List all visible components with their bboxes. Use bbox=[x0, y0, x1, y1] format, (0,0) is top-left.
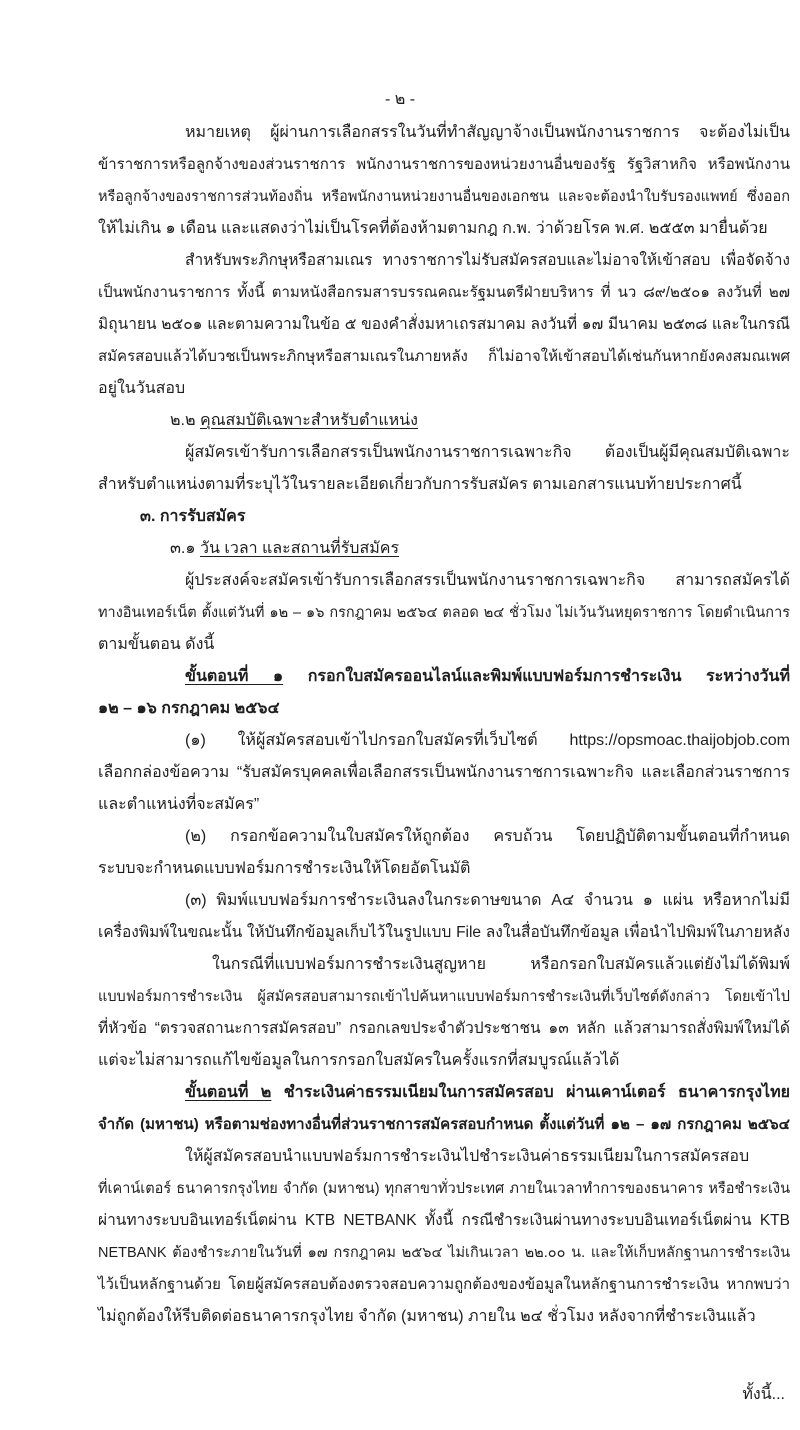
step-2-line-2: ที่เคาน์เตอร์ ธนาคารกรุงไทย จำกัด (มหาชน) ทุกสาขาทั่วประเทศ ภายในเวลาทำการของธนาคาร หรือชำระเงิน bbox=[98, 1181, 790, 1197]
continuation-marker: ทั้งนี้... bbox=[742, 1386, 785, 1403]
step-1-heading bbox=[0, 661, 800, 693]
section-3-1-title: วัน เวลา และสถานที่รับสมัคร bbox=[200, 540, 400, 557]
monks-line-2: เป็นพนักงานราชการ ทั้งนี้ ตามหนังสือกรมสารบรรณคณะรัฐมนตรีฝ่ายบริหาร ที่ นว ๘๙/๒๕๐๑ ลงวันที่ ๒๗ bbox=[98, 284, 790, 301]
step-1-item-1-line-2: เลือกกล่องข้อความ “รับสมัครบุคคลเพื่อเลือกสรรเป็นพนักงานราชการเฉพาะกิจ และเลือกส่วนราชการ bbox=[98, 764, 790, 781]
section-2-2-number: ๒.๒ bbox=[170, 412, 196, 429]
step-2-line-5: ไว้เป็นหลักฐานด้วย โดยผู้สมัครสอบต้องตรวจสอบความถูกต้องของข้อมูลในหลักฐานการชำระเงิน หากพบว่า bbox=[98, 1276, 790, 1293]
section-2-2-line-2: สำหรับตำแหน่งตามที่ระบุไว้ในรายละเอียดเกี่ยวกับการรับสมัคร ตามเอกสารแนบท้ายประกาศนี้ bbox=[98, 476, 742, 493]
section-3-1-line-1: ผู้ประสงค์จะสมัครเข้ารับการเลือกสรรเป็นพนักงานราชการเฉพาะกิจ สามารถสมัครได้ bbox=[185, 572, 790, 589]
step-2-heading bbox=[0, 1077, 800, 1109]
section-3-1-number: ๓.๑ bbox=[170, 540, 196, 557]
step-2-title: ชำระเงินค่าธรรมเนียมในการสมัครสอบ ผ่านเคาน์เตอร์ ธนาคารกรุงไทย bbox=[283, 1084, 790, 1101]
document-body bbox=[0, 117, 800, 1333]
monks-line-3: มิถุนายน ๒๕๐๑ และตามความในข้อ ๕ ของคำสั่งมหาเถรสมาคม ลงวันที่ ๑๗ มีนาคม ๒๕๓๘ และในกรณี bbox=[98, 316, 790, 333]
step-1-item-2-line-2: ระบบจะกำหนดแบบฟอร์มการชำระเงินให้โดยอัตโนมัติ bbox=[98, 860, 471, 877]
step-1-lost-form-line-2: แบบฟอร์มการชำระเงิน ผู้สมัครสอบสามารถเข้าไปค้นหาแบบฟอร์มการชำระเงินที่เว็บไซต์ดังกล่าว โดยเข้าไป bbox=[98, 989, 790, 1005]
step-2-line-1: ให้ผู้สมัครสอบนำแบบฟอร์มการชำระเงินไปชำระเงินค่าธรรมเนียมในการสมัครสอบ bbox=[185, 1148, 750, 1165]
step-1-item-1-line-3: และตำแหน่งที่จะสมัคร” bbox=[98, 796, 260, 813]
section-2-2-line-1: ผู้สมัครเข้ารับการเลือกสรรเป็นพนักงานราชการเฉพาะกิจ ต้องเป็นผู้มีคุณสมบัติเฉพาะ bbox=[185, 444, 790, 461]
note-line-2: ข้าราชการหรือลูกจ้างของส่วนราชการ พนักงานราชการของหน่วยงานอื่นของรัฐ รัฐวิสาหกิจ หรือพนักงาน bbox=[98, 156, 790, 173]
step-1-item-3-line-2: เครื่องพิมพ์ในขณะนั้น ให้บันทึกข้อมูลเก็บไว้ในรูปแบบ File ลงในสื่อบันทึกข้อมูล เพื่อนำไปพิมพ์ในภายหลัง bbox=[98, 924, 790, 941]
monks-line-4: สมัครสอบแล้วได้บวชเป็นพระภิกษุหรือสามเณรในภายหลัง ก็ไม่อาจให้เข้าสอบได้เช่นกันหากยังคงสมณเพศ bbox=[98, 348, 790, 365]
step-1-item-1-line-1: (๑) ให้ผู้สมัครสอบเข้าไปกรอกใบสมัครที่เว็บไซต์ https://opsmoac.thaijobjob.com bbox=[185, 732, 790, 749]
step-1-title: กรอกใบสมัครออนไลน์และพิมพ์แบบฟอร์มการชำระเงิน ระหว่างวันที่ bbox=[307, 668, 790, 685]
step-1-lost-form-line-4: แต่จะไม่สามารถแก้ไขข้อมูลในการกรอกใบสมัครในครั้งแรกที่สมบูรณ์แล้วได้ bbox=[98, 1052, 620, 1069]
note-line-3: หรือลูกจ้างของราชการส่วนท้องถิ่น หรือพนักงานหน่วยงานอื่นของเอกชน และจะต้องนำใบรับรองแพทย์ ซึ่งออก bbox=[98, 189, 790, 205]
section-3-1-line-2: ทางอินเทอร์เน็ต ตั้งแต่วันที่ ๑๒ – ๑๖ กรกฎาคม ๒๕๖๔ ตลอด ๒๔ ชั่วโมง ไม่เว้นวันหยุดราชการ โดยดำเนินการ bbox=[98, 605, 790, 621]
section-3-heading: ๓. การรับสมัคร bbox=[140, 508, 246, 525]
step-2-line-6: ไม่ถูกต้องให้รีบติดต่อธนาคารกรุงไทย จำกัด (มหาชน) ภายใน ๒๔ ชั่วโมง หลังจากที่ชำระเงินแล้ว bbox=[98, 1308, 756, 1325]
monks-line-5: อยู่ในวันสอบ bbox=[98, 380, 186, 397]
step-1-item-3-line-1: (๓) พิมพ์แบบฟอร์มการชำระเงินลงในกระดาษขนาด A๔ จำนวน ๑ แผ่น หรือหากไม่มี bbox=[185, 892, 790, 909]
section-3-1-heading bbox=[0, 533, 800, 565]
step-1-lost-form-line-3: ที่หัวข้อ “ตรวจสถานะการสมัครสอบ” กรอกเลขประจำตัวประชาชน ๑๓ หลัก แล้วสามารถสั่งพิมพ์ใหม่ได้ bbox=[98, 1020, 790, 1037]
step-2-label: ขั้นตอนที่ ๒ bbox=[185, 1084, 272, 1101]
section-2-2-title: คุณสมบัติเฉพาะสำหรับตำแหน่ง bbox=[200, 412, 418, 429]
step-1-lost-form-line-1: ในกรณีที่แบบฟอร์มการชำระเงินสูญหาย หรือกรอกใบสมัครแล้วแต่ยังไม่ได้พิมพ์ bbox=[212, 956, 790, 973]
step-2-line-3: ผ่านทางระบบอินเทอร์เน็ตผ่าน KTB NETBANK ทั้งนี้ กรณีชำระเงินผ่านทางระบบอินเทอร์เน็ตผ่าน KTB bbox=[98, 1212, 790, 1229]
step-2-line-4: NETBANK ต้องชำระภายในวันที่ ๑๗ กรกฎาคม ๒๕๖๔ ไม่เกินเวลา ๒๒.๐๐ น. และให้เก็บหลักฐานการชำระเงิน bbox=[98, 1245, 790, 1261]
step-1-title-cont: ๑๒ – ๑๖ กรกฎาคม ๒๕๖๔ bbox=[98, 700, 280, 717]
step-2-title-cont: จำกัด (มหาชน) หรือตามช่องทางอื่นที่ส่วนราชการสมัครสอบกำหนด ตั้งแต่วันที่ ๑๒ – ๑๗ กรกฎาคม ๒๕๖๔ bbox=[98, 1116, 790, 1133]
section-2-2-heading bbox=[0, 405, 800, 437]
step-1-item-2-line-1: (๒) กรอกข้อความในใบสมัครให้ถูกต้อง ครบถ้วน โดยปฏิบัติตามขั้นตอนที่กำหนด bbox=[185, 828, 790, 845]
step-1-label: ขั้นตอนที่ ๑ bbox=[185, 668, 284, 685]
note-line-1: หมายเหตุ ผู้ผ่านการเลือกสรรในวันที่ทำสัญญาจ้างเป็นพนักงานราชการ จะต้องไม่เป็น bbox=[185, 124, 790, 141]
section-3-1-line-3: ตามขั้นตอน ดังนี้ bbox=[98, 636, 215, 653]
monks-line-1: สำหรับพระภิกษุหรือสามเณร ทางราชการไม่รับสมัครสอบและไม่อาจให้เข้าสอบ เพื่อจัดจ้าง bbox=[185, 252, 790, 269]
page-number: - ๒ - bbox=[384, 91, 416, 108]
note-line-4: ให้ไม่เกิน ๑ เดือน และแสดงว่าไม่เป็นโรคที่ต้องห้ามตามกฎ ก.พ. ว่าด้วยโรค พ.ศ. ๒๕๕๓ มายื่นด้วย bbox=[98, 220, 768, 237]
